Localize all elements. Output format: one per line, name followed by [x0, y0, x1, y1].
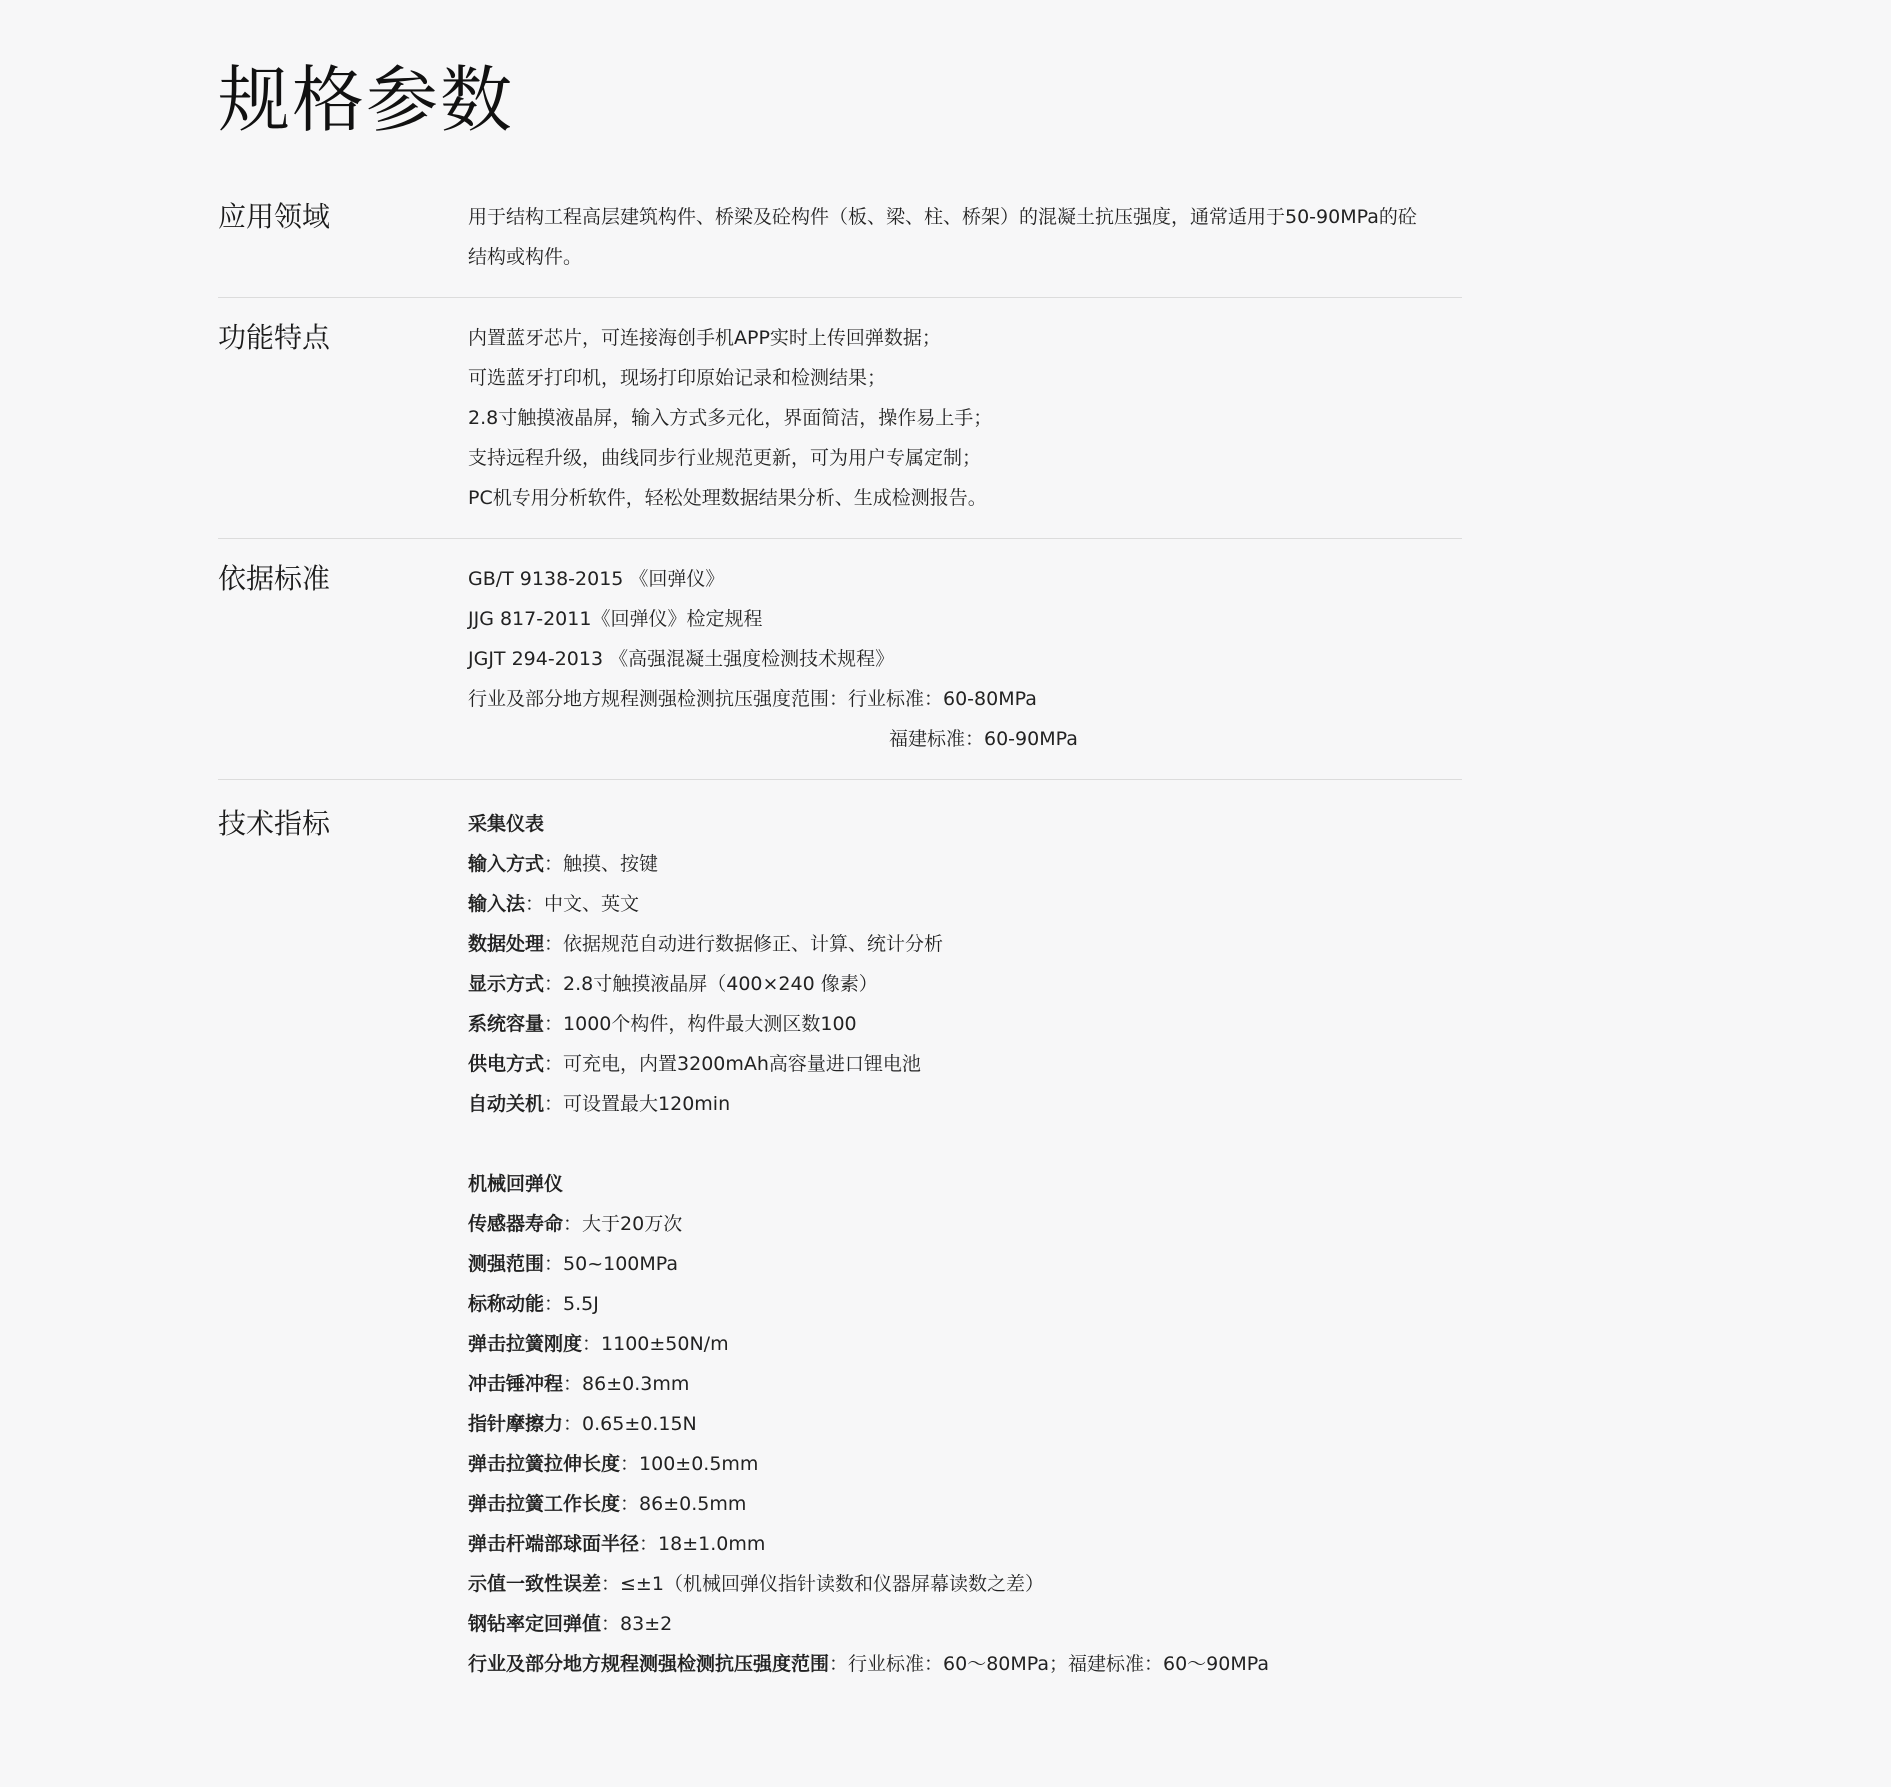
standard-line-continued: 福建标准：60-90MPa [889, 728, 1078, 750]
spec-key: 弹击杆端部球面半径 [468, 1533, 640, 1555]
spec-page [218, 0, 1462, 1704]
page-title: 规格参数 [218, 58, 515, 142]
spec-item [468, 1364, 1462, 1404]
spec-key: 标称动能 [468, 1293, 545, 1315]
spec-value: ：2.8寸触摸液晶屏（400×240 像素） [544, 973, 878, 995]
section-standards [218, 539, 1462, 780]
spec-key: 指针摩擦力 [468, 1413, 564, 1435]
spec-value: ：5.5J [544, 1293, 599, 1315]
spec-key: 数据处理 [468, 933, 545, 955]
spec-item [468, 964, 1462, 1004]
standard-line: 行业及部分地方规程测强检测抗压强度范围：行业标准：60-80MPa [468, 688, 1037, 710]
feature-line: 内置蓝牙芯片，可连接海创手机APP实时上传回弹数据； [468, 327, 941, 349]
spec-key: 钢钻率定回弹值 [468, 1613, 602, 1635]
spec-key: 显示方式 [468, 973, 545, 995]
feature-line: 可选蓝牙打印机，现场打印原始记录和检测结果； [468, 367, 887, 389]
spec-value: ：行业标准：60～80MPa；福建标准：60～90MPa [829, 1653, 1270, 1675]
spec-key: 冲击锤冲程 [468, 1373, 564, 1395]
spec-value: ：依据规范自动进行数据修正、计算、统计分析 [544, 933, 944, 955]
standard-line: GB/T 9138-2015 《回弹仪》 [468, 568, 725, 590]
spec-key: 示值一致性误差 [468, 1573, 602, 1595]
spec-value: ：中文、英文 [525, 893, 640, 915]
spec-key: 系统容量 [468, 1013, 545, 1035]
spec-value: ：86±0.3mm [563, 1373, 690, 1395]
spec-value: ：50~100MPa [544, 1253, 679, 1275]
spec-item [468, 1524, 1462, 1564]
spec-group-title: 机械回弹仪 [468, 1173, 564, 1195]
spec-item [468, 884, 1462, 924]
spec-item [468, 1604, 1462, 1644]
spec-value: ：100±0.5mm [620, 1453, 759, 1475]
section-specs [218, 780, 1462, 1704]
section-label-specs: 技术指标 [218, 807, 331, 840]
spec-item [468, 844, 1462, 884]
application-text: 用于结构工程高层建筑构件、桥梁及砼构件（板、梁、柱、桥架）的混凝土抗压强度，通常适用于50-90MPa的砼结构或构件。 [468, 206, 1417, 268]
spec-value: ：触摸、按键 [544, 853, 659, 875]
spec-item [468, 1244, 1462, 1284]
spec-group-title: 采集仪表 [468, 813, 545, 835]
spec-item [468, 1404, 1462, 1444]
spec-value: ：可充电，内置3200mAh高容量进口锂电池 [544, 1053, 921, 1075]
spec-key: 供电方式 [468, 1053, 545, 1075]
section-content-application [468, 197, 1462, 277]
spec-item [468, 1204, 1462, 1244]
section-features [218, 298, 1462, 539]
spec-value: ：大于20万次 [563, 1213, 683, 1235]
feature-line: 支持远程升级，曲线同步行业规范更新，可为用户专属定制； [468, 447, 982, 469]
standard-line: JJG 817-2011《回弹仪》检定规程 [468, 608, 763, 630]
spec-key: 输入方式 [468, 853, 545, 875]
spec-item [468, 1484, 1462, 1524]
spec-value: ：0.65±0.15N [563, 1413, 697, 1435]
spec-value: ：可设置最大120min [544, 1093, 731, 1115]
spec-key: 测强范围 [468, 1253, 545, 1275]
standard-line: JGJT 294-2013 《高强混凝土强度检测技术规程》 [468, 648, 895, 670]
spec-key: 传感器寿命 [468, 1213, 564, 1235]
spec-item [468, 1044, 1462, 1084]
group-spacer [468, 1124, 1462, 1164]
section-label-features: 功能特点 [218, 321, 331, 354]
section-label-standards: 依据标准 [218, 562, 331, 595]
spec-value: ：1100±50N/m [582, 1333, 729, 1355]
spec-value: ：83±2 [601, 1613, 673, 1635]
section-content-features [468, 318, 1462, 518]
spec-item [468, 1084, 1462, 1124]
spec-key: 自动关机 [468, 1093, 545, 1115]
feature-line: 2.8寸触摸液晶屏，输入方式多元化，界面简洁，操作易上手； [468, 407, 993, 429]
spec-item [468, 1564, 1462, 1604]
section-content-specs [468, 804, 1462, 1684]
spec-value: ：1000个构件，构件最大测区数100 [544, 1013, 857, 1035]
spec-item [468, 1284, 1462, 1324]
spec-item [468, 1324, 1462, 1364]
spec-item [468, 1444, 1462, 1484]
spec-sections [218, 197, 1462, 1704]
section-content-standards [468, 559, 1462, 759]
spec-key: 弹击拉簧工作长度 [468, 1493, 621, 1515]
spec-key: 弹击拉簧拉伸长度 [468, 1453, 621, 1475]
spec-value: ：86±0.5mm [620, 1493, 747, 1515]
spec-key: 输入法 [468, 893, 526, 915]
section-label-application: 应用领域 [218, 200, 331, 233]
spec-key: 弹击拉簧刚度 [468, 1333, 583, 1355]
spec-value: ：18±1.0mm [639, 1533, 766, 1555]
spec-value: ：≤±1（机械回弹仪指针读数和仪器屏幕读数之差） [601, 1573, 1044, 1595]
spec-item [468, 1004, 1462, 1044]
feature-line: PC机专用分析软件，轻松处理数据结果分析、生成检测报告。 [468, 487, 987, 509]
spec-item [468, 924, 1462, 964]
section-application [218, 197, 1462, 298]
spec-key: 行业及部分地方规程测强检测抗压强度范围 [468, 1653, 830, 1675]
spec-item [468, 1644, 1462, 1684]
